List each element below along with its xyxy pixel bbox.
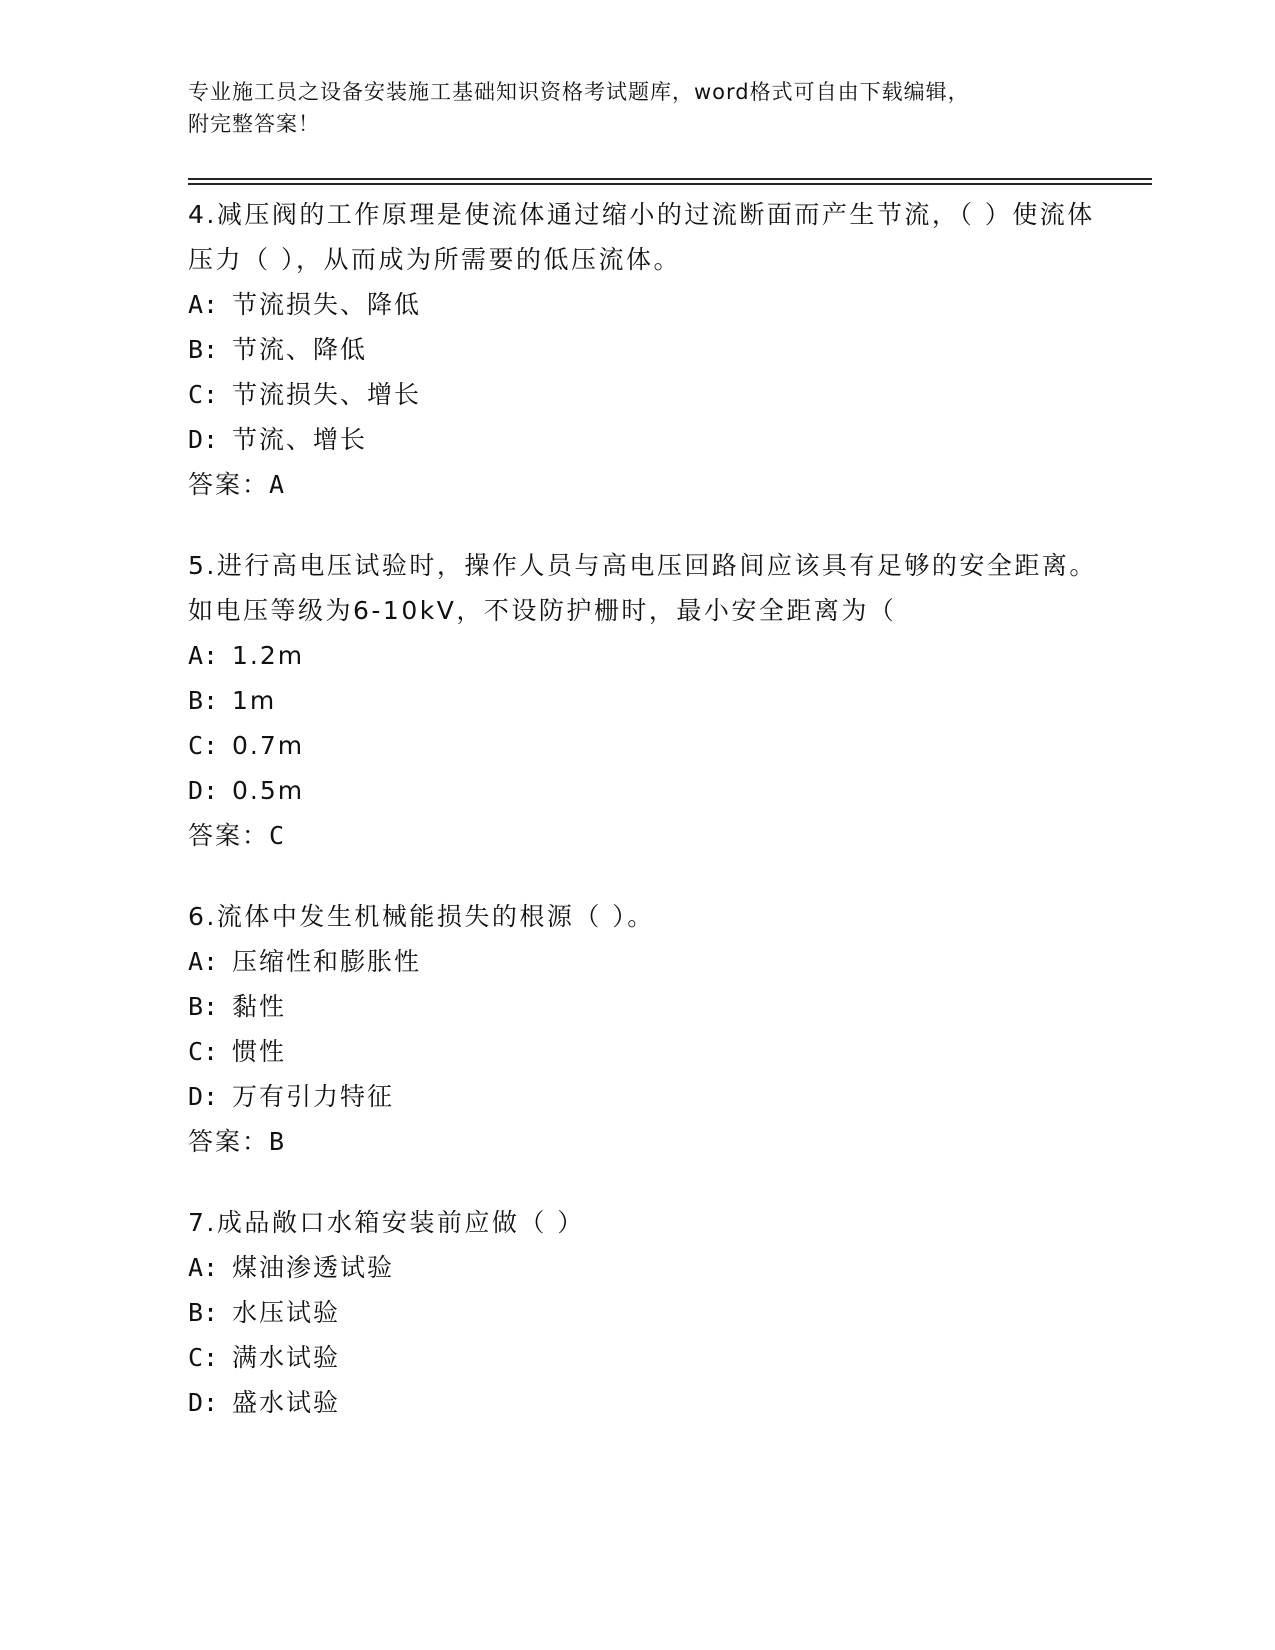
option-b: [188, 1290, 1108, 1335]
answer-line: [188, 1119, 1108, 1164]
answer-label: 答案：: [188, 821, 270, 850]
question-4: [188, 192, 1108, 507]
answer-value: B: [269, 1127, 287, 1156]
option-text: 水压试验: [232, 1298, 341, 1327]
header-line-1: 专业施工员之设备安装施工基础知识资格考试题库，word格式可自由下载编辑，: [188, 80, 970, 104]
answer-line: [188, 813, 1108, 858]
option-b: [188, 678, 1108, 723]
option-text: 0.5m: [232, 776, 305, 805]
option-letter: C:: [188, 1037, 219, 1066]
option-c: [188, 1029, 1108, 1074]
option-letter: D:: [188, 425, 219, 454]
option-letter: D:: [188, 1388, 219, 1417]
option-text: 满水试验: [232, 1343, 341, 1372]
option-text: 0.7m: [232, 731, 305, 760]
answer-value: A: [269, 470, 287, 499]
question-stem: 4.减压阀的工作原理是使流体通过缩小的过流断面而产生节流，（ ）使流体压力（ ），从而成为所需要的低压流体。: [188, 200, 1095, 274]
option-text: 节流、降低: [232, 335, 368, 364]
header-divider-top: [188, 178, 1152, 180]
option-text: 黏性: [232, 992, 287, 1021]
option-text: 节流损失、降低: [232, 290, 422, 319]
question-6: [188, 894, 1108, 1164]
option-b: [188, 984, 1108, 1029]
option-letter: B:: [188, 335, 219, 364]
option-text: 压缩性和膨胀性: [232, 947, 422, 976]
answer-line: [188, 462, 1108, 507]
option-d: [188, 768, 1108, 813]
option-text: 1m: [232, 686, 277, 715]
option-a: [188, 633, 1108, 678]
answer-value: C: [269, 821, 287, 850]
option-d: [188, 417, 1108, 462]
option-text: 盛水试验: [232, 1388, 341, 1417]
option-letter: A:: [188, 1253, 219, 1282]
option-letter: A:: [188, 641, 219, 670]
option-a: [188, 939, 1108, 984]
header-line-2: 附完整答案！: [188, 112, 320, 136]
question-stem: 5.进行高电压试验时，操作人员与高电压回路间应该具有足够的安全距离。如电压等级为6-10kV，不设防护栅时，最小安全距离为（: [188, 551, 1097, 625]
question-5: [188, 543, 1108, 858]
document-header: [188, 76, 1068, 140]
option-letter: C:: [188, 731, 219, 760]
option-letter: A:: [188, 947, 219, 976]
option-letter: B:: [188, 1298, 219, 1327]
option-text: 惯性: [232, 1037, 287, 1066]
question-7: [188, 1200, 1108, 1425]
question-stem: 7.成品敞口水箱安装前应做（ ）: [188, 1208, 585, 1237]
option-c: [188, 1335, 1108, 1380]
option-a: [188, 1245, 1108, 1290]
option-letter: B:: [188, 992, 219, 1021]
option-b: [188, 327, 1108, 372]
answer-label: 答案：: [188, 470, 270, 499]
option-text: 节流损失、增长: [232, 380, 422, 409]
option-letter: C:: [188, 1343, 219, 1372]
header-divider-bottom: [188, 183, 1152, 185]
option-letter: A:: [188, 290, 219, 319]
answer-label: 答案：: [188, 1127, 270, 1156]
option-text: 节流、增长: [232, 425, 368, 454]
option-c: [188, 372, 1108, 417]
option-c: [188, 723, 1108, 768]
option-text: 煤油渗透试验: [232, 1253, 395, 1282]
question-list: [188, 192, 1108, 1461]
option-text: 万有引力特征: [232, 1082, 395, 1111]
option-letter: B:: [188, 686, 219, 715]
option-a: [188, 282, 1108, 327]
option-d: [188, 1380, 1108, 1425]
option-text: 1.2m: [232, 641, 305, 670]
option-letter: C:: [188, 380, 219, 409]
question-stem: 6.流体中发生机械能损失的根源（ ）。: [188, 902, 655, 931]
option-letter: D:: [188, 776, 219, 805]
option-letter: D:: [188, 1082, 219, 1111]
option-d: [188, 1074, 1108, 1119]
